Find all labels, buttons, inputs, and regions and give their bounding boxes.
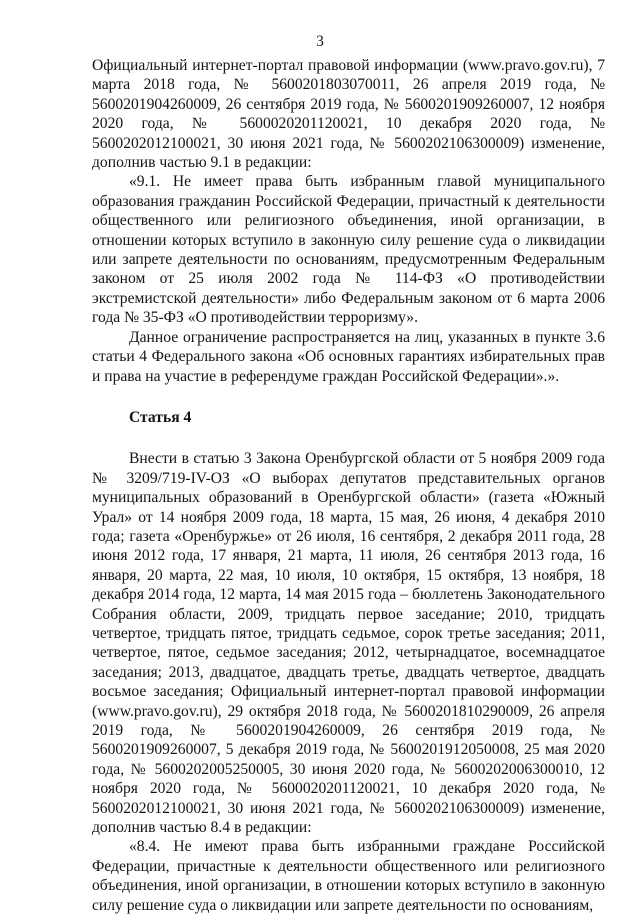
page-number: 3 [316, 33, 324, 50]
paragraph-part-8-4: «8.4. Не имеют права быть избранными граждане Российской Федерации, причастные к деятельности общественного или религиозного объединения, иной организации, в отношении которых вступило в законную силу решение суда о ликвидации или запрете деятельности по основаниям, [92, 838, 605, 914]
document-body [92, 56, 605, 915]
article-heading: Статья 4 [129, 408, 192, 426]
paragraph-amendment: Внести в статью 3 Закона Оренбургской области от 5 ноября 2009 года № 3209/719-IV-ОЗ «О выборах депутатов представительных органов муниципальных образований в Оренбургской области» (газета «Южный Урал» от 14 ноября 2009 года, 18 марта, 15 мая, 26 июня, 4 декабря 2010 года; газета «Оренбуржье» от 26 июля, 16 сентября, 2 декабря 2011 года, 28 июня 2012 года, 17 января, 21 марта, 11 июля, 26 сентября 2013 года, 16 января, 20 марта, 22 мая, 10 июля, 10 октября, 15 октября, 13 ноября, 18 декабря 2014 года, 12 марта, 14 мая 2015 года – бюллетень Законодательного Собрания области, 2009, тридцать первое заседание; 2010, тридцать четвертое, тридцать пятое, тридцать седьмое, сорок третье заседания; 2011, четвертое, пятое, седьмое заседания; 2012, четырнадцатое, восемнадцатое заседания; 2013, двадцатое, двадцать третье, двадцать четвертое, двадцать восьмое заседания; Официальный интернет-портал правовой информации (www.pravo.gov.ru), 29 октября 2018 года, № 5600201810290009, 26 апреля 2019 года, № 5600201904260009, 26 сентября 2019 года, № 5600201909260007, 5 декабря 2019 года, № 5600201912050008, 25 мая 2020 года, № 5600202005250005, 30 июня 2020 года, № 5600202006300010, 12 ноября 2020 года, № 5600020201120021, 10 декабря 2020 года, № 5600202012100021, 30 июня 2021 года, № 5600202106300009) изменение, дополнив частью 8.4 в редакции: [92, 450, 605, 837]
paragraph-part-9-1: «9.1. Не имеет права быть избранным главой муниципального образования гражданин Российской Федерации, причастный к деятельности общественного или религиозного объединения, иной организации, в отношении которых вступило в законную силу решение суда о ликвидации или запрете деятельности по основаниям, предусмотренным Федеральным законом от 25 июля 2002 года № 114-ФЗ «О противодействии экстремистской деятельности» либо Федеральным законом от 6 марта 2006 года № 35-ФЗ «О противодействии терроризму». [92, 173, 605, 327]
paragraph-restriction: Данное ограничение распространяется на лиц, указанных в пункте 3.6 статьи 4 Федерального закона «Об основных гарантиях избирательных прав и права на участие в референдуме граждан Российской Федерации».». [92, 328, 605, 385]
paragraph-continuation: Официальный интернет-портал правовой информации (www.pravo.gov.ru), 7 марта 2018 года, № 5600201803070011, 26 апреля 2019 года, № 5600201904260009, 26 сентября 2019 года, № 5600201909260007, 12 ноября 2020 года, № 5600020201120021, 10 декабря 2020 года, № 5600202012100021, 30 июня 2021 года, № 5600202106300009) изменение, дополнив частью 9.1 в редакции: [92, 57, 605, 172]
